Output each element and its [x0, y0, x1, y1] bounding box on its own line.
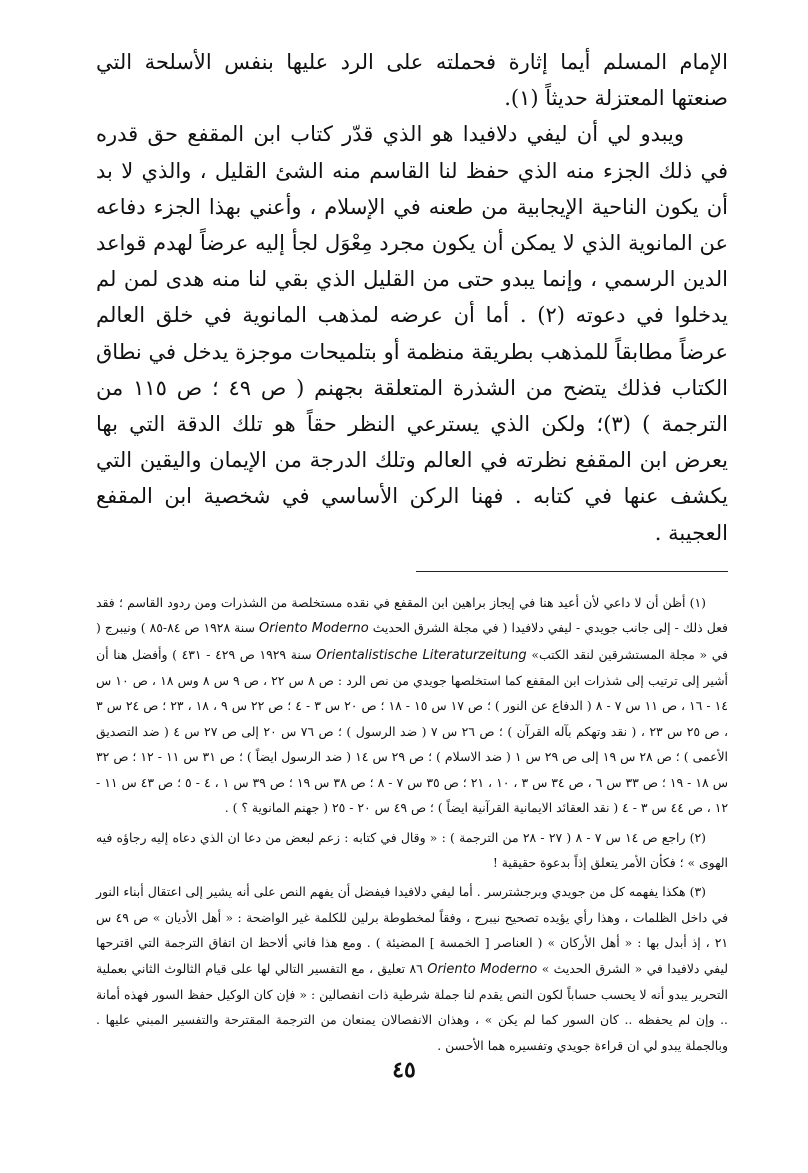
footnotes: [96, 590, 728, 1058]
page-number: ٤٥: [392, 1057, 416, 1083]
footnote-1-journal-2: Orientalistische Literaturzeitung: [316, 647, 527, 663]
paragraph-1: الإمام المسلم أيما إثارة فحملته على الرد عليها بنفس الأسلحة التي صنعتها المعتزلة حديثاً (١).: [96, 50, 728, 111]
footnote-separator: [416, 571, 728, 572]
paragraph-2: ويبدو لي أن ليفي دلافيدا هو الذي قدّر كتاب ابن المقفع حق قدره في ذلك الجزء منه الذي حفظ لنا القاسم منه الشئ القليل ، والذي لا بد أن يكون الناحية الإيجابية من طعنه في الإسلام ، وأعني بهذا الجزء دفاعه عن المانوية الذي لا يمكن أن يكون مجرد مِعْوَل لجأ إليه عرضاً لهدم قواعد الدين الرسمي ، وإنما يبدو حتى من القليل الذي بقي لنا منه هدى لمن لم يدخلوا في دعوته (٢) . أما أن عرضه لمذهب المانوية في خلق العالم عرضاً مطابقاً للمذهب بطريقة منظمة أو بتلميحات موجزة يدخل في نطاق الكتاب فذلك يتضح من الشذرة المتعلقة بجهنم ( ص ٤٩ ؛ ص ١١٥ من الترجمة ) (٣)؛ ولكن الذي يسترعي النظر حقاً هو تلك الدقة التي بها يعرض ابن المقفع نظرته في العالم وتلك الدرجة من الإيمان واليقين التي يكشف عنها في كتابه . فهنا الركن الأساسي في شخصية ابن المقفع العجيبة .: [96, 122, 728, 545]
footnote-3-text-b: ٨٦ تعليق ، مع التفسير التالي لها على قيام الثالوث الثاني بعملية التحرير يبدو أنه لا يحسب حساباً لكون النص يقدم لنا جملة شرطية ذات انفصالين : « فإن كان الوكيل حفظ السور فهذه أمانة .. وإن لم يحفظه .. كان السور كما لم يكن » ، وهذان الانفصالان يمنعان من الترجمة المقترحة والتفسير المبني عليها . وبالجملة يبدو لي ان قراءة جويدي وتفسيره هما الأحسن .: [96, 960, 728, 1053]
footnote-3-journal: Oriento Moderno: [427, 961, 538, 977]
footnote-1-text-a: (١) أظن أن لا داعي لأن أعيد هنا في إيجاز براهين ابن المقفع في نقده مستخلصة من الشذرات ومن ردود القاسم ؛ فقد فعل ذلك - إلى جانب جويدي - ليفي دلافيدا ( في مجلة الشرق الحديث: [96, 594, 728, 636]
footnote-2: (٢) راجع ص ١٤ س ٧ - ٨ ( ٢٧ - ٢٨ من الترجمة ) : « وقال في كتابه : زعم لبعض من دعا ان الذي دعاه إليه رجاؤه فيه الهوى » ؛ فكأن الأمر يتعلق إذاً بدعوة حقيقية !: [96, 829, 728, 870]
footnote-1: [96, 590, 728, 821]
footnote-3: [96, 879, 728, 1058]
footnote-1-text-b: سنة ١٩٢٨ ص ٨٤-٨٥ ) ونيبرج ( في « مجلة المستشرقين لنقد الكتب»: [96, 620, 728, 662]
main-text: [96, 44, 728, 551]
footnote-3-text-a: (٣) هكذا يفهمه كل من جويدي وبرجشترسر . أما ليفي دلافيدا فيفضل أن يفهم النص على أنه يشير إلى اعتقال أبناء النور في داخل الظلمات ، وهذا رأي يؤيده تصحيح نيبرج ، وفقاً لمخطوطة برلين للكلمة غير الواضحة : « أهل الأديان » ص ٤٩ س ٢١ ، إذ أبدل بها : « أهل الأركان » ( العناصر [ الخمسة ] المضيئة ) . ومع هذا فاني ألاحظ ان اتفاق الترجمة التي اقترحها ليفي دلافيدا في « الشرق الحديث »: [96, 884, 728, 976]
footnote-1-journal-1: Oriento Moderno: [259, 621, 369, 637]
footnote-1-text-c: سنة ١٩٢٩ ص ٤٢٩ - ٤٣١ ) وأفضل هنا أن أشير إلى ترتيب إلى شذرات ابن المقفع كما استخلصها جويدي من نص الرد : ص ٨ س ٢٢ ، ص ٩ س ٨ وس ١٨ ، ص ١٠ س ١٤ - ١٦ ، ص ١١ س ٧ - ٨ ( الدفاع عن النور ) ؛ ص ١٧ س ١٥ - ١٨ ؛ ص ٢٠ س ٣ - ٤ ؛ ص ٢٢ س ٩ ، ١٨ ، ٢٣ ؛ ص ٢٤ س ٣ ، ص ٢٥ س ٢٣ ، ( نقد وتهكم بآله القرآن ) ؛ ص ٢٦ س ٧ ( ضد الرسول ) ؛ ص ٧٦ س ٢٠ إلى ص ٢٧ س ٤ ( ضد التصديق الأعمى ) ؛ ص ٢٨ س ١٩ إلى ص ٢٩ س ١ ( ضد الاسلام ) ؛ ص ٢٩ س ١٤ ( ضد الرسول ايضاً ) ؛ ص ٣١ س ١١ - ١٢ ؛ ص ٣٢ س ١٨ - ١٩ ؛ ص ٣٣ س ٦ ، ص ٣٤ س ٣ ، ١٠ ، ٢١ ؛ ص ٣٥ س ٧ - ٨ ؛ ص ٣٨ س ١٩ ؛ ص ٣٩ س ١ ، ٤ - ٥ ؛ ص ٤٣ س ١١ - ١٢ ، ص ٤٤ س ٣ - ٤ ( نقد العقائد الايمانية القرآنية ايضاً ) ؛ ص ٤٩ س ٢٠ - ٢٥ ( جهنم المانوية ؟ ) .: [96, 646, 728, 816]
